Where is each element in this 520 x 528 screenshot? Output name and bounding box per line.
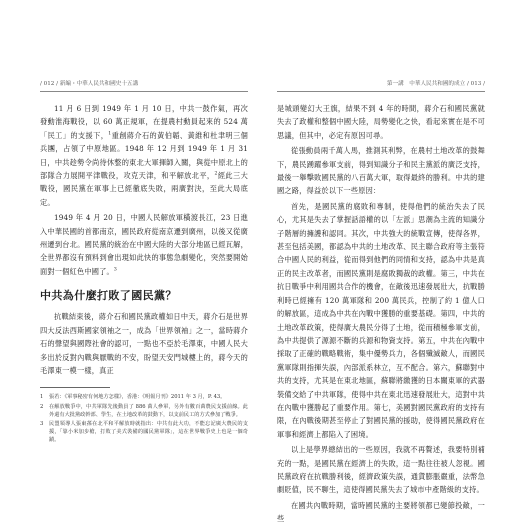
footnote-3: 3 民盟領導人張東蓀在北平和平解放時就指出：中共有此大功，不能忘記廣大農民的支援，「靠小米加步槍，打敗了美式裝備的國民黨軍隊」，這在世界戰爭史上也是一個奇蹟。 xyxy=(40,420,248,444)
right-page-body xyxy=(277,102,485,528)
right-paragraph-5: 在國共內戰時期，當時國民黨的主要將領都已變節投敵，一些 xyxy=(277,500,485,524)
footnote-1: 1 張若：《軍事秘密有何地方怎樣》，香港：《明報月刊》2011 年 3 月，P. 43。 xyxy=(40,394,226,401)
left-paragraph-3: 抗戰結束後，蔣介石和國民黨政權如日中天，蔣介石是世界四大反法西斯國家領袖之一，成為「世界領袖」之一，當時蔣介石的聲望與國際社會的認可，一點也不亞於毛澤東，中國人民大多出於反對內戰與厭戰的不安，盼望天安門城樓上的，蔣今天的毛澤東一模一樣，真正 xyxy=(40,312,248,375)
right-header-rule xyxy=(277,91,485,92)
left-paragraph-2: 1949 年 4 月 20 日，中國人民解放軍橫渡長江，23 日進入中華民國的首都南京，國民政府從南京遷到廣州，以後又從廣州遷到台北。國民黨的統治在中國大陸的大部分地區已經瓦解，全世界都沒有預料到會出現如此快的事態急劇變化，突然要開始面對一個紅色中國了。$^3$ xyxy=(40,213,248,276)
right-paragraph-1: 是城頭變幻大王旗，結果不到 4 年的時間，蔣介石和國民黨就失去了政權和整個中國大陸，局勢變化之快，看起來實在是不可思議，但其中，必定有原因可尋。 xyxy=(277,104,485,140)
right-paragraph-4: 以上是學界總結出的一些原因，我就不再贅述，我要特別補充的一點，是國民黨在經濟上的失敗，這一點往往被人忽視。國民黨政府在抗戰勝利後，經濟政策失誤，通貨膨脹嚴重，法幣急劇貶值，民不聊生，這使得國民黨失去了城市中產階級的支持。 xyxy=(277,445,485,495)
right-page-number: / 013 / xyxy=(466,81,485,87)
left-header-rule xyxy=(40,91,248,92)
right-chapter-title: 第一講 中華人民共和國的成立 xyxy=(386,81,466,87)
left-page-body xyxy=(40,102,248,446)
footnote-2: 2 在解放戰爭中，中共軍隊先後動員了 886 萬人參軍，另外有數百萬農民支援前線。此外還有大批黨政幹部、學生，在土地改革的鼓動下，以支前民工的方式參加了戰爭。 xyxy=(40,403,248,418)
section-heading: 中共為什麼打敗了國民黨？ xyxy=(40,289,177,303)
footnote-ref-2: 2 xyxy=(214,171,218,177)
left-book-title: 新編・中華人民共和國史十五講 xyxy=(59,81,139,87)
footnote-ref-1: 1 xyxy=(108,131,112,137)
left-page-number: / 012 / xyxy=(40,81,59,87)
footnote-rule xyxy=(40,387,110,388)
right-page xyxy=(277,78,485,524)
footnote-ref-3: 3 xyxy=(113,267,118,273)
left-running-header xyxy=(40,78,248,90)
left-page xyxy=(40,78,248,478)
left-paragraph-1: 11 月 6 日到 1949 年 1 月 10 日，中共一鼓作氣，再次發動淮海戰役，以 60 萬正規軍，在提農村動員起來的 524 萬「民工」的支援下，$^1$重創蔣介石的黃伯韜、黃維和杜聿明三個兵團，占領了中原地區。1948 年 12 月到 1949 年 1 月 31 日，中共趁勢令尚待休整的東北大軍揮師入關，與從中原北上的部隊合力展開平津戰役，攻克天津，和平解放北平，$^2$經此三大戰役，國民黨在軍事上已經徹底失敗，兩廣對決，至此大局底定。 xyxy=(40,104,248,207)
right-paragraph-2: 從張動員兩千萬人馬，推測其利弊，在農村土地改革的鼓舞下，農民踴躍參軍支前，得到知識分子和民主黨派的廣泛支持，最後一舉擊敗國民黨的八百萬大軍，取得最終的勝利。中共的建國之路，得益於以下一些原因： xyxy=(277,146,485,196)
right-paragraph-3: 首先，是國民黨的腐敗和專制，使得他們的統治失去了民心，尤其是失去了掌握話語權的以「左派」思潮為主流的知識分子階層的擁護和認同。其次，中共強大的統戰宣傳，使得各界，甚至包括美國，都認為中共的土地改革、民主聯合政府等主張符合中國人民的利益，從而得到他們的同情和支持，認為中共是真正的民主改革者，而國民黨則是腐敗獨裁的政權。第三，中共在抗日戰爭中利用國共合作的機會，在敵後迅速發展壯大，抗戰勝利時已經擁有 120 萬軍隊和 200 萬民兵，控制了約 1 億人口的解放區，這成為中共在內戰中獲勝的重要基礎。第四，中共的土地改革政策，使得廣大農民分得了土地，從而積極參軍支前，為中共提供了源源不斷的兵源和物資支持。第五，中共在內戰中採取了正確的戰略戰術，集中優勢兵力，各個殲滅敵人，而國民黨軍隊則指揮失誤，內部派系林立，互不配合。第六，蘇聯對中共的支持，尤其是在東北地區，蘇聯將繳獲的日本關東軍的武器裝備交給了中共軍隊，使得中共在東北迅速發展壯大，這對中共在內戰中獲勝起了重要作用。第七，美國對國民黨政府的支持有限，在內戰後期甚至停止了對國民黨的援助，使得國民黨政府在軍事和經濟上都陷入了困境。 xyxy=(277,201,485,439)
right-running-header xyxy=(277,78,485,90)
